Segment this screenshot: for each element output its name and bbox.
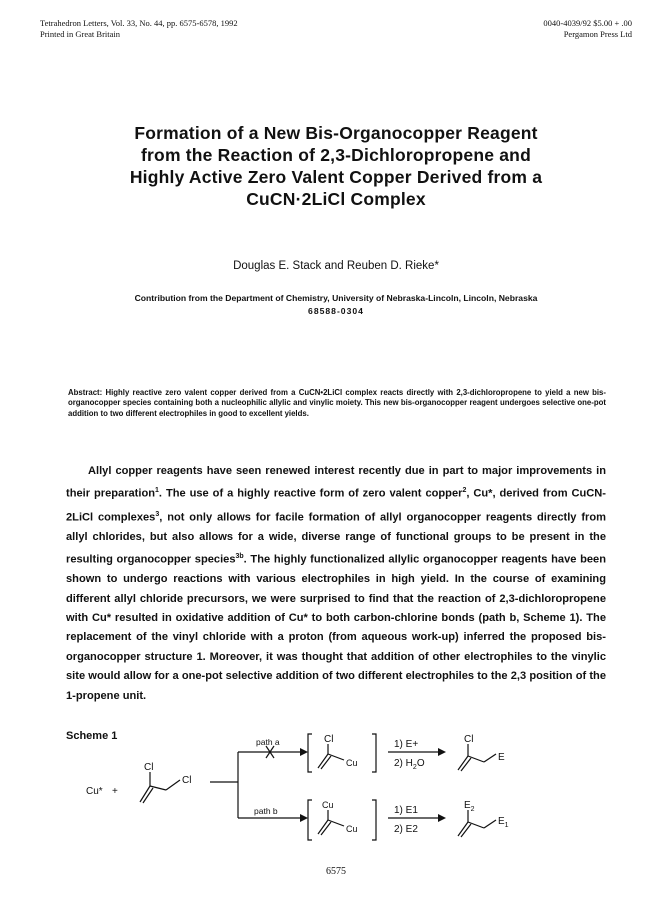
journal-citation xyxy=(40,18,238,40)
page-number: 6575 xyxy=(326,866,346,877)
condition-a-1: 1) E+ xyxy=(394,739,419,750)
path-a-label: path a xyxy=(256,737,280,747)
reaction-arrowhead-a xyxy=(438,748,446,756)
reactant-bond-3 xyxy=(166,780,180,790)
paper-title xyxy=(40,122,632,210)
prod-b-bond-3 xyxy=(484,820,496,828)
scheme-label: Scheme 1 xyxy=(66,730,118,742)
reaction-arrowhead-b xyxy=(438,814,446,822)
int-a-cu-label: Cu xyxy=(346,758,358,768)
body-paragraph xyxy=(66,462,606,706)
condition-b-2: 2) E2 xyxy=(394,824,418,835)
affiliation-line-2: 68588-0304 xyxy=(308,306,364,316)
reactant-cl-side: Cl xyxy=(182,775,192,786)
reference-1: 1 xyxy=(155,487,159,495)
abstract: Abstract: Highly reactive zero valent copper derived from a CuCN•2LiCl complex reacts directly with 2,3-dichloropropene to yield a new bis-organocopper species containing both a nucleophilic allylic and vinylic moiety. This new bis-organocopper reagent undergoes selective one-pot addition to two different electrophiles in good to excellent yields. xyxy=(68,388,606,418)
title-line-4: CuCN·2LiCl Complex xyxy=(246,189,426,209)
publisher-info xyxy=(480,18,632,40)
bracket-b-right xyxy=(372,800,376,840)
prod-a-e-label: E xyxy=(498,752,505,763)
bracket-a-left xyxy=(308,734,312,772)
title-line-3: Highly Active Zero Valent Copper Derived from a xyxy=(129,167,543,187)
journal-line: Tetrahedron Letters, Vol. 33, No. 44, pp. 6575-6578, 1992 xyxy=(40,18,238,28)
prod-b-e2-label: $E_2$ xyxy=(464,800,475,813)
authors: Douglas E. Stack and Reuben D. Rieke* xyxy=(233,260,439,272)
title-line-1: Formation of a New Bis-Organocopper Reagent xyxy=(134,123,538,143)
prod-a-cl-label: Cl xyxy=(464,734,474,745)
bracket-b-left xyxy=(308,800,312,840)
condition-b-1: 1) E1 xyxy=(394,805,418,816)
prod-b-e1-label: $E_1$ xyxy=(498,816,509,829)
title-line-2: from the Reaction of 2,3-Dichloropropene and xyxy=(141,145,531,165)
body-text-5: . The highly functionalized allylic organocopper reagents have been shown to undergo reactions with various electrophiles in high yield. In the course of examining different allyl chloride precursors, we were surprised to find that the reaction of 2,3-dichloropropene with Cu* resulted in oxidative addition of Cu* to both carbon-chlorine bonds (path b, Scheme 1). The replacement of the vinyl chloride with a proton (from aqueous work-up) inferred the proposed bis-organocopper structure 1. Moreover, it was thought that addition of other electrophiles to the vinylic site would allow for a one-pot selective addition of two different electrophiles to the 2,3 position of the 1-propene unit. xyxy=(66,553,606,702)
int-b-cu-label: Cu xyxy=(346,824,358,834)
int-b-cu-top-label: Cu xyxy=(322,800,334,810)
reference-3: 3 xyxy=(155,510,160,518)
reactant-cu-label: Cu* xyxy=(86,786,103,797)
path-b-arrowhead xyxy=(300,814,308,822)
reactant-cl-top: Cl xyxy=(144,762,154,773)
body-text-3: , Cu*, derived from CuCN-2LiCl complexes xyxy=(66,488,606,524)
printed-line: Printed in Great Britain xyxy=(40,29,121,39)
reference-3b: 3b xyxy=(235,553,244,560)
reaction-scheme xyxy=(0,730,672,850)
affiliation-line-1: Contribution from the Department of Chemistry, University of Nebraska-Lincoln, Lincoln, Nebraska xyxy=(134,293,538,303)
path-b-label: path b xyxy=(254,806,278,816)
body-text-2: . The use of a highly reactive form of zero valent copper xyxy=(158,488,463,501)
path-a-arrowhead xyxy=(300,748,308,756)
condition-a-2: 2) $H_2O$ xyxy=(394,758,425,771)
reference-2: 2 xyxy=(462,487,467,495)
bracket-a-right xyxy=(372,734,376,772)
int-a-cl-label: Cl xyxy=(324,734,334,745)
plus-sign: + xyxy=(112,786,118,797)
publisher-line: Pergamon Press Ltd xyxy=(563,29,632,39)
body-text-1: Allyl copper reagents have seen renewed interest recently due in part to major improvements in their preparation xyxy=(66,465,606,501)
affiliation xyxy=(40,292,632,318)
body-text-4: , not only allows for facile formation of allyl organocopper reagents directly from allyl chlorides, but also allows for a wide, diverse range of functional groups to be present in the resulting organocopper species xyxy=(66,511,606,566)
prod-a-bond-3 xyxy=(484,754,496,762)
price-line: 0040-4039/92 $5.00 + .00 xyxy=(543,18,632,28)
